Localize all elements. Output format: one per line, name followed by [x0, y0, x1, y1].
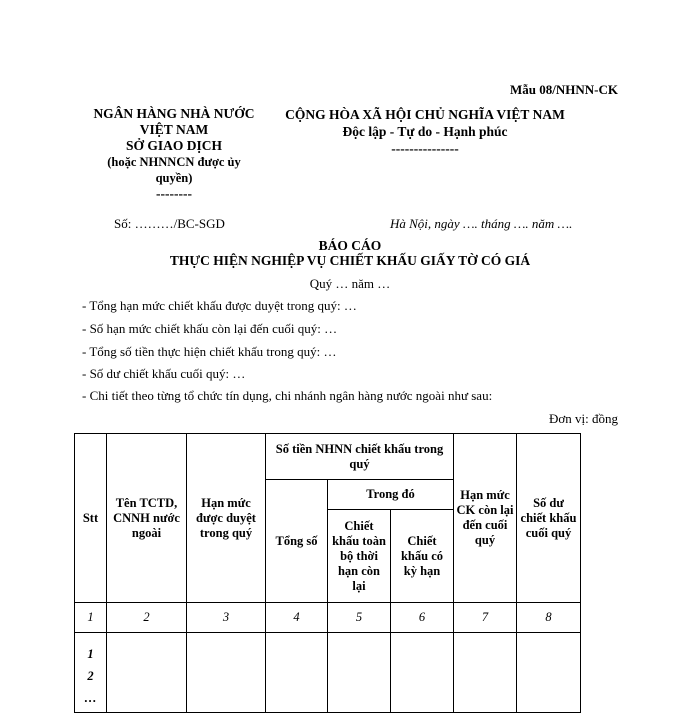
- data-cell: [517, 633, 581, 713]
- header-closing-balance: Số dư chiết khấu cuối quý: [517, 434, 581, 603]
- national-motto: Độc lập - Tự do - Hạnh phúc: [342, 124, 508, 139]
- column-number: 2: [107, 603, 187, 633]
- unit-label: Đơn vị: đồng: [549, 411, 618, 426]
- issuer-line-2: VIỆT NAM: [139, 122, 209, 137]
- header-discount-amount-group: Số tiền NHNN chiết khấu trong quý: [266, 434, 454, 480]
- form-code: Mẫu 08/NHNN-CK: [510, 82, 618, 97]
- data-cell: [107, 633, 187, 713]
- summary-line-5: - Chi tiết theo từng tổ chức tín dụng, chi nhánh ngân hàng nước ngoài như sau:: [82, 388, 493, 403]
- discount-table: [74, 433, 581, 713]
- summary-line-3: - Tổng số tiền thực hiện chiết khấu trong quý: …: [82, 344, 337, 359]
- data-cell: [328, 633, 391, 713]
- issuer-header: [82, 106, 266, 202]
- data-cell: [454, 633, 517, 713]
- report-title: BÁO CÁO: [318, 238, 382, 253]
- summary-line-1: - Tổng hạn mức chiết khấu được duyệt trong quý: …: [82, 298, 357, 313]
- data-cell: [187, 633, 266, 713]
- column-number: 5: [328, 603, 391, 633]
- header-stt: Stt: [75, 434, 107, 603]
- column-number: 8: [517, 603, 581, 633]
- header-institution-name: Tên TCTD, CNNH nước ngoài: [107, 434, 187, 603]
- reference-number: Số: ………/BC-SGD: [114, 216, 225, 231]
- national-title: CỘNG HÒA XÃ HỘI CHỦ NGHĨA VIỆT NAM: [285, 107, 565, 122]
- summary-line-4: - Số dư chiết khấu cuối quý: …: [82, 366, 246, 381]
- summary-line-2: - Số hạn mức chiết khấu còn lại đến cuối quý: …: [82, 321, 338, 336]
- data-cell: [266, 633, 328, 713]
- row-stt-ellipsis: …: [84, 691, 97, 705]
- header-full-term-discount: Chiết khấu toàn bộ thời hạn còn lại: [328, 510, 391, 603]
- data-cell: [391, 633, 454, 713]
- issuer-line-3: SỞ GIAO DỊCH: [125, 138, 223, 153]
- data-row-stt-cell: [75, 633, 107, 713]
- report-subtitle: THỰC HIỆN NGHIỆP VỤ CHIẾT KHẤU GIẤY TỜ CÓ GIÁ: [169, 253, 531, 268]
- header-approved-limit: Hạn mức được duyệt trong quý: [187, 434, 266, 603]
- column-number: 3: [187, 603, 266, 633]
- column-number: 6: [391, 603, 454, 633]
- national-divider: ---------------: [391, 141, 459, 156]
- report-period: Quý … năm …: [309, 276, 391, 291]
- place-date: Hà Nội, ngày …. tháng …. năm ….: [390, 216, 573, 231]
- issuer-line-1: NGÂN HÀNG NHÀ NƯỚC: [93, 106, 255, 121]
- issuer-line-4: (hoặc NHNNCN được ủy: [107, 155, 241, 169]
- column-number: 1: [75, 603, 107, 633]
- issuer-line-5: quyền): [155, 171, 193, 185]
- column-number: 7: [454, 603, 517, 633]
- row-stt-2: 2: [87, 669, 94, 683]
- header-remaining-limit: Hạn mức CK còn lại đến cuối quý: [454, 434, 517, 603]
- header-total: Tổng số: [266, 480, 328, 603]
- row-stt-1: 1: [87, 647, 94, 661]
- column-number: 4: [266, 603, 328, 633]
- header-fixed-term-discount: Chiết khấu có kỳ hạn: [391, 510, 454, 603]
- header-of-which: Trong đó: [328, 480, 454, 510]
- issuer-divider: --------: [156, 186, 192, 201]
- national-header: [270, 106, 580, 157]
